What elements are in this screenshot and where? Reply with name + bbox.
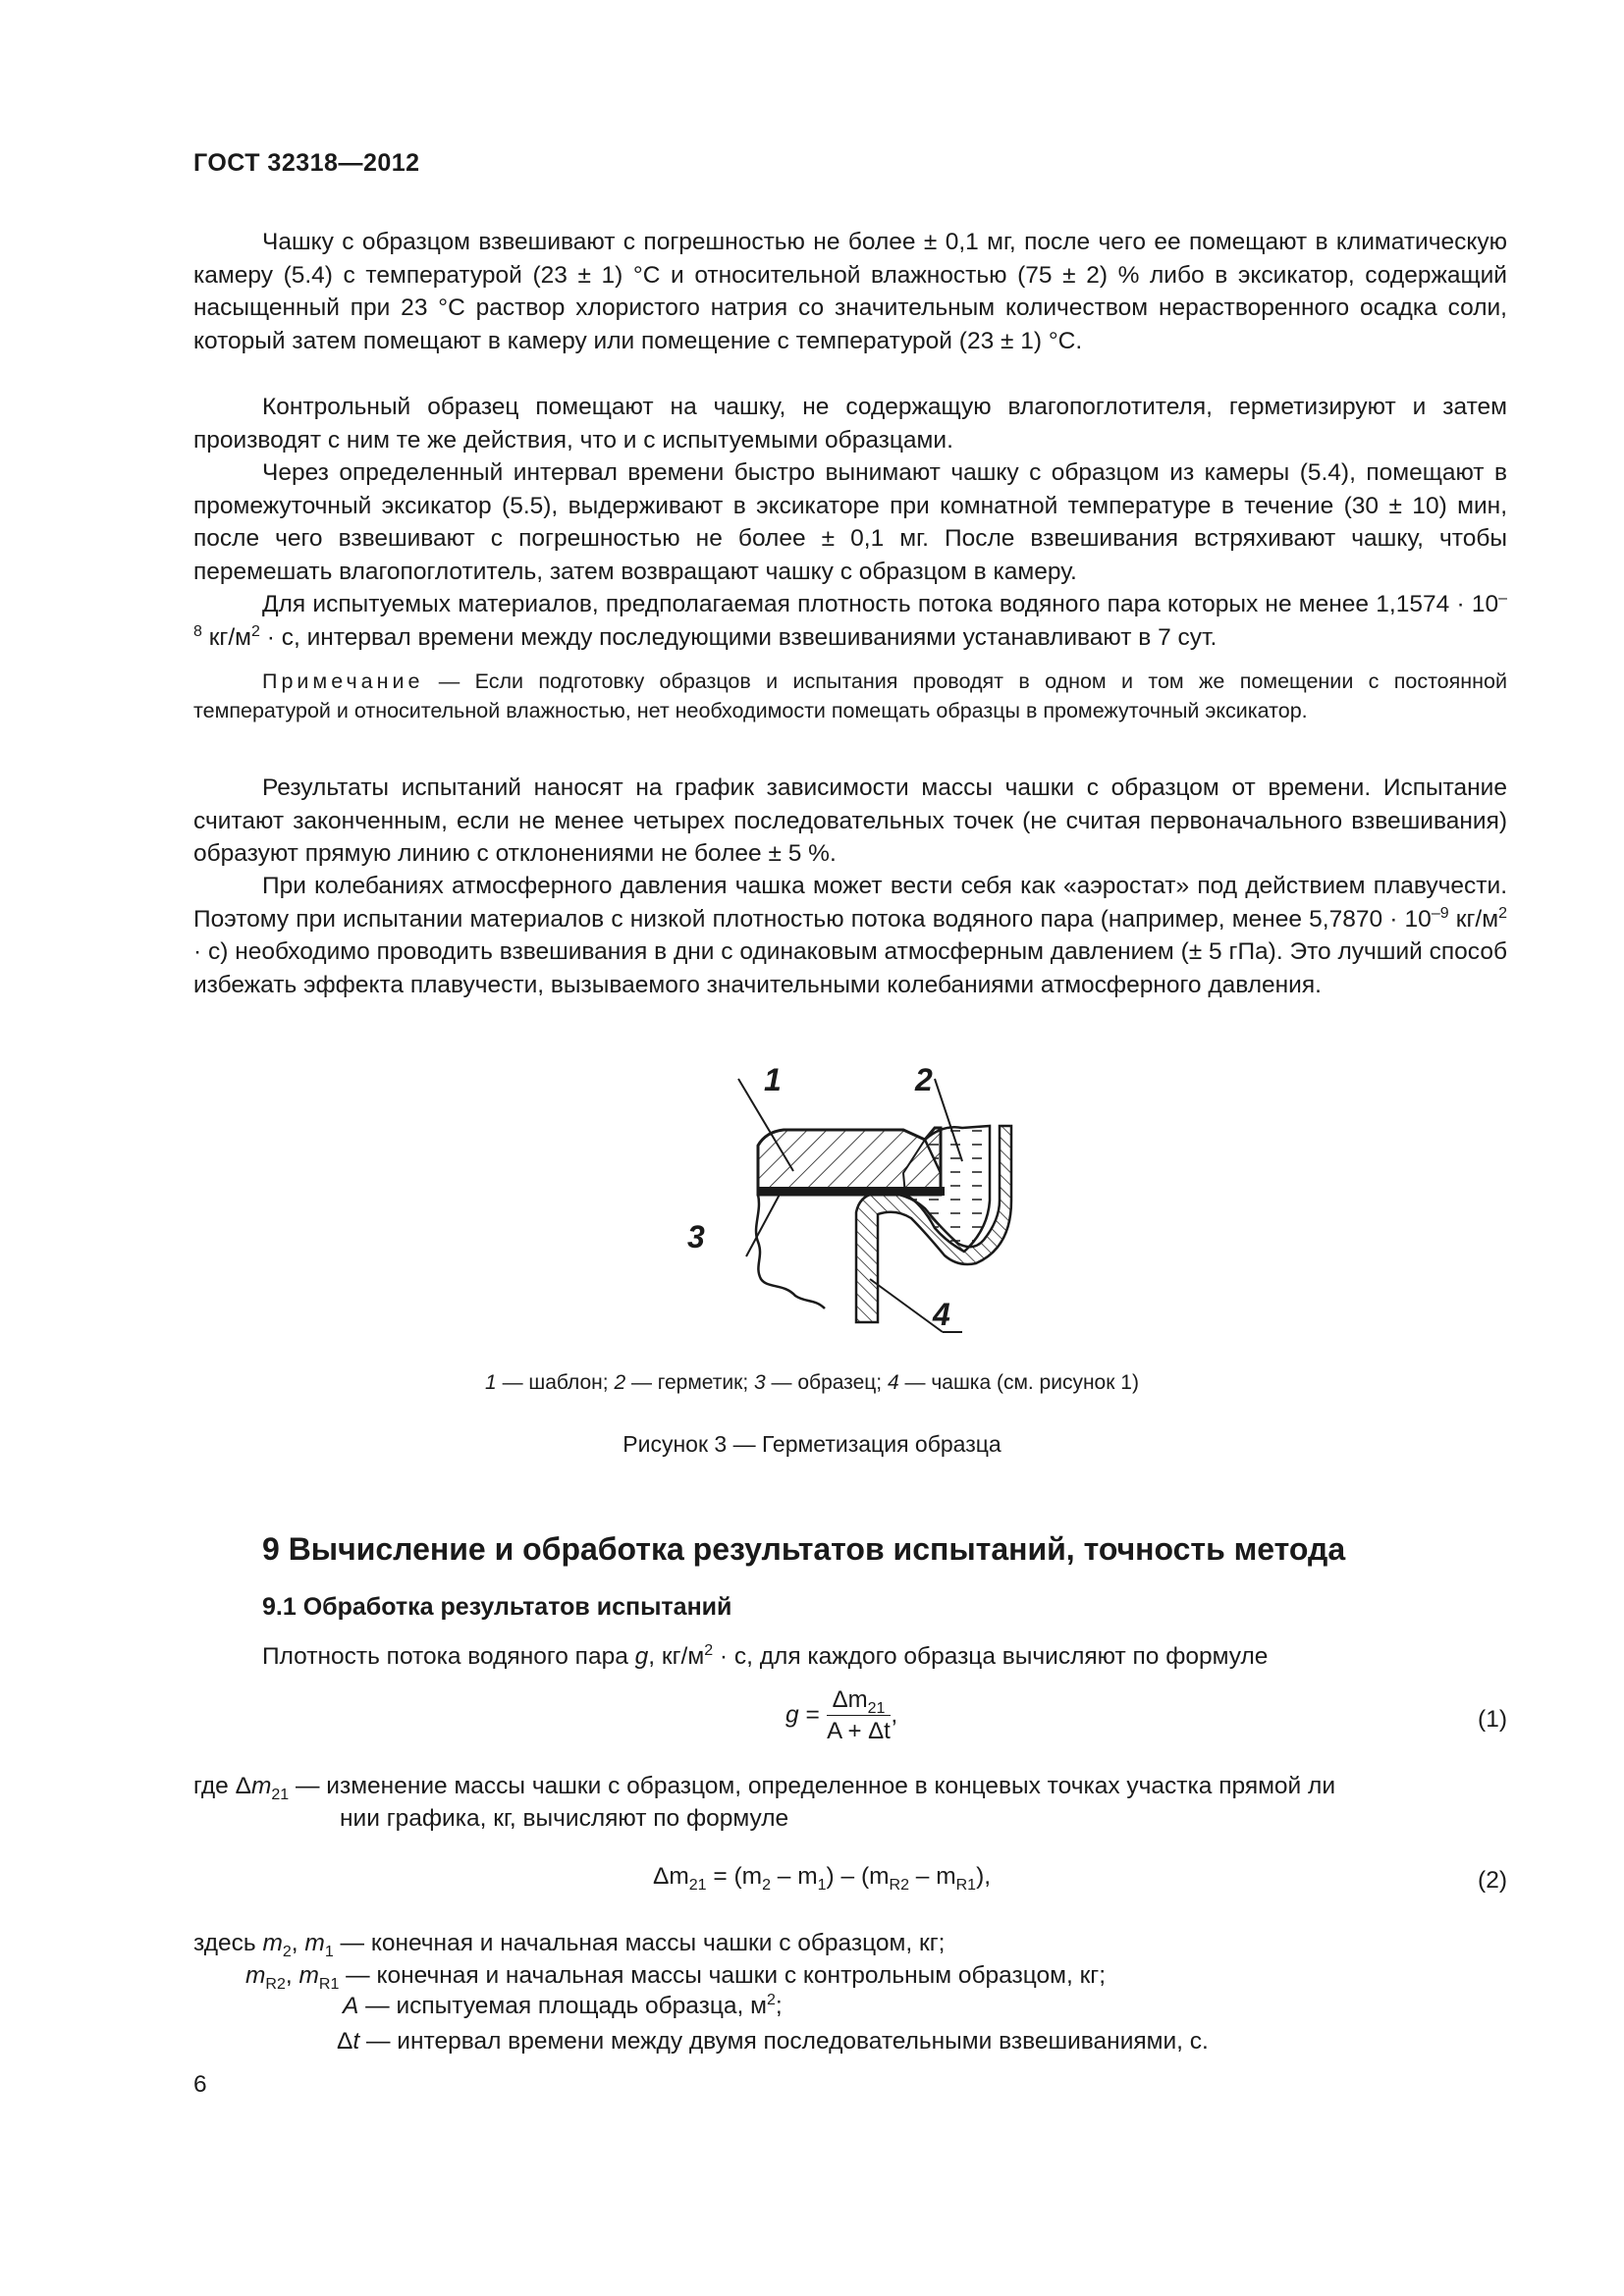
standard-header: ГОСТ 32318—2012 bbox=[193, 149, 420, 177]
figure-caption: Рисунок 3 — Герметизация образца bbox=[623, 1431, 1001, 1457]
where-definition-cont: нии графика, кг, вычисляют по формуле bbox=[340, 1805, 789, 1832]
sample-strip bbox=[758, 1187, 945, 1196]
definition-row: A — испытуемая площадь образца, $м^2$; bbox=[343, 1991, 783, 2019]
figure-label-2: 2 bbox=[915, 1062, 933, 1097]
figure-label-4: 4 bbox=[933, 1297, 950, 1332]
template-break-edge bbox=[756, 1195, 825, 1308]
leader-line-3 bbox=[746, 1191, 782, 1256]
figure-legend: 1 — шаблон; 2 — герметик; 3 — образец; 4 — чашка (см. рисунок 1) bbox=[485, 1371, 1139, 1394]
subsection-heading: 9.1 Обработка результатов испытаний bbox=[262, 1593, 732, 1621]
paragraph-4: Для испытуемых материалов, предполагаемая плотность потока водяного пара которых не менее $1,1574 \cdot 10^{-8}$ $кг/м^2 \cdot с$, интервал времени между последующими взвешиваниями устанавливают в 7 сут. bbox=[193, 589, 1507, 651]
page-number: 6 bbox=[193, 2071, 207, 2098]
definition-row: $m_{R2}$, $m_{R1}$ — конечная и начальная массы чашки с контрольным образцом, кг; bbox=[245, 1962, 1107, 1993]
paragraph-6: При колебаниях атмосферного давления чашка может вести себя как «аэростат» под действием плавучести. Поэтому при испытании материалов с низкой плотностью потока водяного пара (например, менее $5,7870 \cdot 10^{-9}$ $кг/м^2 \cdot с$) необходимо проводить взвешивания в дни с одинаковым атмосферным давлением (± 5 гПа). Это лучший способ избежать эффекта плавучести, вызываемого значительными колебаниями атмосферного давления. bbox=[193, 873, 1507, 998]
formula-2: $\Delta m_{21} = (m_2 - m_1) - (m_{R2} - m_{R1})$, bbox=[653, 1863, 992, 1894]
template-part bbox=[758, 1128, 941, 1195]
note: Примечание — Если подготовку образцов и испытания проводят в одном и том же помещении с постоянной температурой и относительной влажностью, нет необходимости помещать образцы в промежуточный эксикатор. bbox=[193, 669, 1507, 722]
figure-label-3: 3 bbox=[687, 1219, 705, 1255]
definition-row: Δt — интервал времени между двумя последовательными взвешиваниями, с. bbox=[337, 2028, 1209, 2055]
leader-line-4 bbox=[870, 1279, 943, 1332]
where-definition: где $\Delta m_{21}$ — изменение массы чашки с образцом, определенное в концевых точках участка прямой ли bbox=[193, 1773, 1336, 1803]
definition-row: здесь $m_2$, $m_1$ — конечная и начальная массы чашки с образцом, кг; bbox=[193, 1930, 946, 1960]
paragraph-3: Через определенный интервал времени быстро вынимают чашку с образцом из камеры (5.4), помещают в промежуточный эксикатор (5.5), выдерживают в эксикаторе при комнатной температуре в течение (30 ± 10) мин, после чего взвешивают с погрешностью не более ± 0,1 мг. После взвешивания встряхивают чашку, чтобы перемешать влагопоглотитель, затем возвращают чашку с образцом в камеру. bbox=[193, 459, 1507, 585]
formula-intro: Плотность потока водяного пара g, $кг/м^2 \cdot с$, для каждого образца вычисляют по формуле bbox=[262, 1641, 1269, 1670]
paragraph-5: Результаты испытаний наносят на график зависимости массы чашки с образцом от времени. Испытание считают законченным, если не менее четырех последовательных точек (не считая первоначального взвешивания) образуют прямую линию с отклонениями не более ± 5 %. bbox=[193, 774, 1507, 867]
paragraph-1: Чашку с образцом взвешивают с погрешностью не более ± 0,1 мг, после чего ее помещают в климатическую камеру (5.4) с температурой (23 ± 1) °С и относительной влажностью (75 ± 2) % либо в эксикатор, содержащий насыщенный при 23 °С раствор хлористого натрия со значительным количеством нерастворенного осадка соли, который затем помещают в камеру или помещение с температурой (23 ± 1) °С. bbox=[193, 229, 1507, 354]
formula-1-number: (1) bbox=[1478, 1706, 1507, 1733]
paragraph-2: Контрольный образец помещают на чашку, не содержащую влагопоглотителя, герметизируют и затем производят с ним те же действия, что и с испытуемыми образцами. bbox=[193, 394, 1507, 454]
formula-1-fraction: $\frac{\Delta m_{21}}{A + \Delta t}$ bbox=[827, 1686, 891, 1744]
note-label: Примечание bbox=[262, 669, 424, 693]
section-heading: 9 Вычисление и обработка результатов испытаний, точность метода bbox=[262, 1531, 1346, 1567]
sealing-figure bbox=[668, 1055, 1060, 1350]
formula-1: g = $\frac{\Delta m_{21}}{A + \Delta t}$ , bbox=[785, 1686, 898, 1744]
figure-label-1: 1 bbox=[764, 1062, 782, 1097]
formula-2-number: (2) bbox=[1478, 1867, 1507, 1894]
